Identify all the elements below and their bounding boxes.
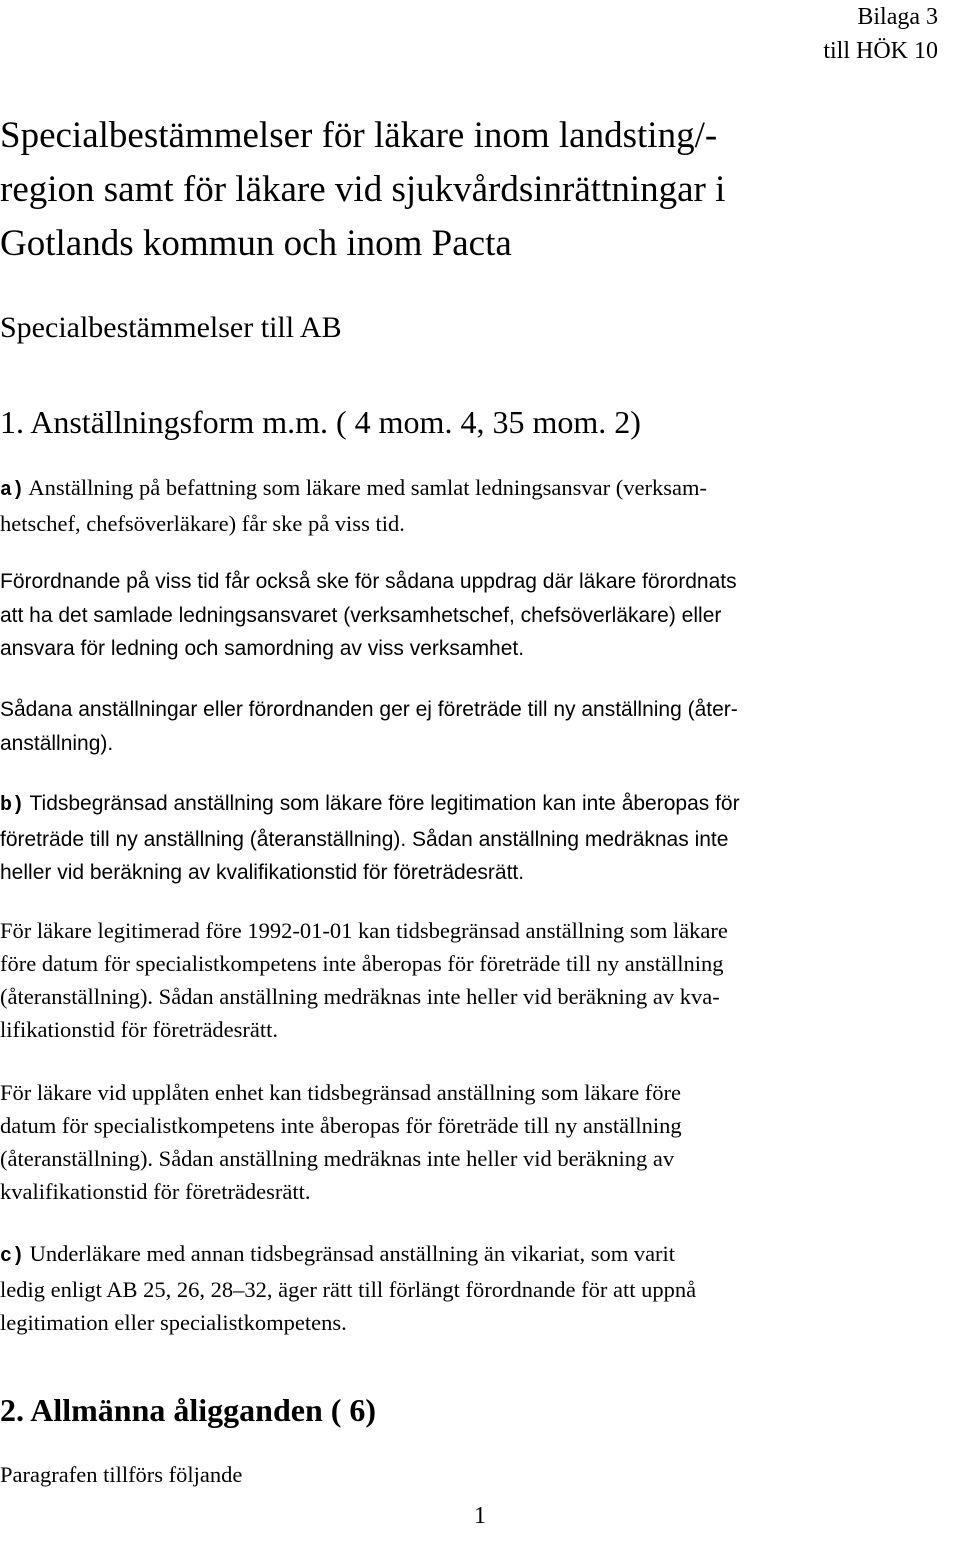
paragraph-priority: Sådana anställningar eller förordnanden ger ej företräde till ny anställning (åter- anställning). <box>0 698 738 755</box>
section-2-heading: 2. Allmänna åligganden ( 6) <box>0 1392 377 1428</box>
list-marker-a: a) <box>0 479 25 502</box>
page-number: 1 <box>474 1503 486 1529</box>
paragraph-b: b) Tidsbegränsad anställning som läkare före legitimation kan inte åberopas för företräde till ny anställning (återanställning). Sådan anställning medräknas inte heller vid beräkning av kvalifikationstid för företrädesrätt. <box>0 792 740 884</box>
appendix-label: Bilaga 3 <box>857 4 938 30</box>
paragraph-a: a) Anställning på befattning som läkare med samlat ledningsansvar (verksam- hetschef, chefsöverläkare) får ske på viss tid. <box>0 475 707 536</box>
section-2-text: Paragrafen tillförs följande <box>0 1462 243 1487</box>
paragraph-c: c) Underläkare med annan tidsbegränsad anställning än vikariat, som varit ledig enligt AB 25, 26, 28–32, äger rätt till förlängt förordnande för att uppnå legitimation eller specialistkompetens. <box>0 1241 697 1335</box>
section-1-heading: 1. Anställningsform m.m. ( 4 mom. 4, 35 mom. 2) <box>0 404 641 440</box>
paragraph-appointment: Förordnande på viss tid får också ske för sådana uppdrag där läkare förordnats att ha det samlade ledningsansvaret (verksamhetschef, chefsöverläkare) eller ansvara för ledning och samordning av viss verksamhet. <box>0 570 737 660</box>
agreement-label: till HÖK 10 <box>823 38 938 64</box>
document-subtitle: Specialbestämmelser till AB <box>0 311 342 344</box>
paragraph-licensed-1992: För läkare legitimerad före 1992-01-01 kan tidsbegränsad anställning som läkare före datum för specialistkompetens inte åberopas för företräde till ny anställning (återanställning). Sådan anställning medräknas inte heller vid beräkning av kva- lifikationstid för företrädesrätt. <box>0 918 728 1042</box>
page-header <box>823 0 938 68</box>
list-marker-b: b) <box>0 794 25 817</box>
list-marker-c: c) <box>0 1245 25 1268</box>
document-title: Specialbestämmelser för läkare inom landsting/- region samt för läkare vid sjukvårdsinrättningar i Gotlands kommun och inom Pacta <box>0 115 726 264</box>
paragraph-leased-unit: För läkare vid upplåten enhet kan tidsbegränsad anställning som läkare före datum för specialistkompetens inte åberopas för företräde till ny anställning (återanställning). Sådan anställning medräknas inte heller vid beräkning av kvalifikationstid för företrädesrätt. <box>0 1080 682 1204</box>
